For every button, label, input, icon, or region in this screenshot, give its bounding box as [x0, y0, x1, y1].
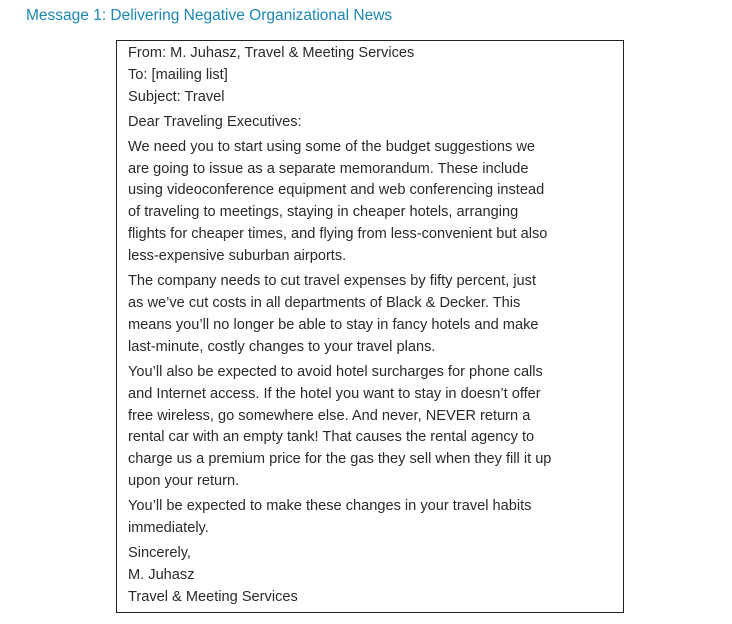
- paragraph-line: You’ll also be expected to avoid hotel surcharges for phone calls: [128, 363, 543, 380]
- memo-subject: Subject: Travel: [128, 88, 225, 105]
- paragraph-line: are going to issue as a separate memorandum. These include: [128, 160, 529, 177]
- paragraph-line: The company needs to cut travel expenses by fifty percent, just: [128, 273, 537, 290]
- paragraph-line: as we’ve cut costs in all departments of Black & Decker. This: [128, 294, 521, 311]
- paragraph-line: rental car with an empty tank! That causes the rental agency to: [128, 429, 535, 446]
- memo-paragraph-2: [128, 271, 613, 359]
- memo-signer-department: Travel & Meeting Services: [128, 588, 298, 605]
- paragraph-line: upon your return.: [128, 473, 240, 490]
- memo-closing: [128, 543, 613, 609]
- memo-paragraph-1: [128, 137, 613, 268]
- memo-box: [116, 40, 624, 613]
- paragraph-line: free wireless, go somewhere else. And never, NEVER return a: [128, 407, 531, 424]
- memo-signoff: Sincerely,: [128, 544, 191, 561]
- paragraph-line: last-minute, costly changes to your travel plans.: [128, 338, 436, 355]
- paragraph-line: You’ll be expected to make these changes in your travel habits: [128, 498, 532, 515]
- paragraph-line: charge us a premium price for the gas they sell when they fill it up: [128, 451, 552, 468]
- paragraph-line: of traveling to meetings, staying in cheaper hotels, arranging: [128, 204, 519, 221]
- memo-paragraph-4: [128, 496, 613, 540]
- memo-paragraph-3: [128, 362, 613, 493]
- memo-salutation: Dear Traveling Executives:: [128, 113, 302, 130]
- document-title: Message 1: Delivering Negative Organizational News: [26, 7, 393, 24]
- paragraph-line: immediately.: [128, 520, 209, 537]
- paragraph-line: We need you to start using some of the budget suggestions we: [128, 138, 535, 155]
- memo-to: To: [mailing list]: [128, 66, 228, 83]
- paragraph-line: means you’ll no longer be able to stay in fancy hotels and make: [128, 316, 539, 333]
- paragraph-line: less-expensive suburban airports.: [128, 248, 347, 265]
- memo-from: From: M. Juhasz, Travel & Meeting Services: [128, 45, 415, 61]
- paragraph-line: and Internet access. If the hotel you want to stay in doesn’t offer: [128, 385, 541, 402]
- paragraph-line: using videoconference equipment and web conferencing instead: [128, 182, 545, 199]
- paragraph-line: flights for cheaper times, and flying from less-convenient but also: [128, 226, 548, 243]
- memo-signer-name: M. Juhasz: [128, 566, 195, 583]
- memo-header: [128, 43, 613, 109]
